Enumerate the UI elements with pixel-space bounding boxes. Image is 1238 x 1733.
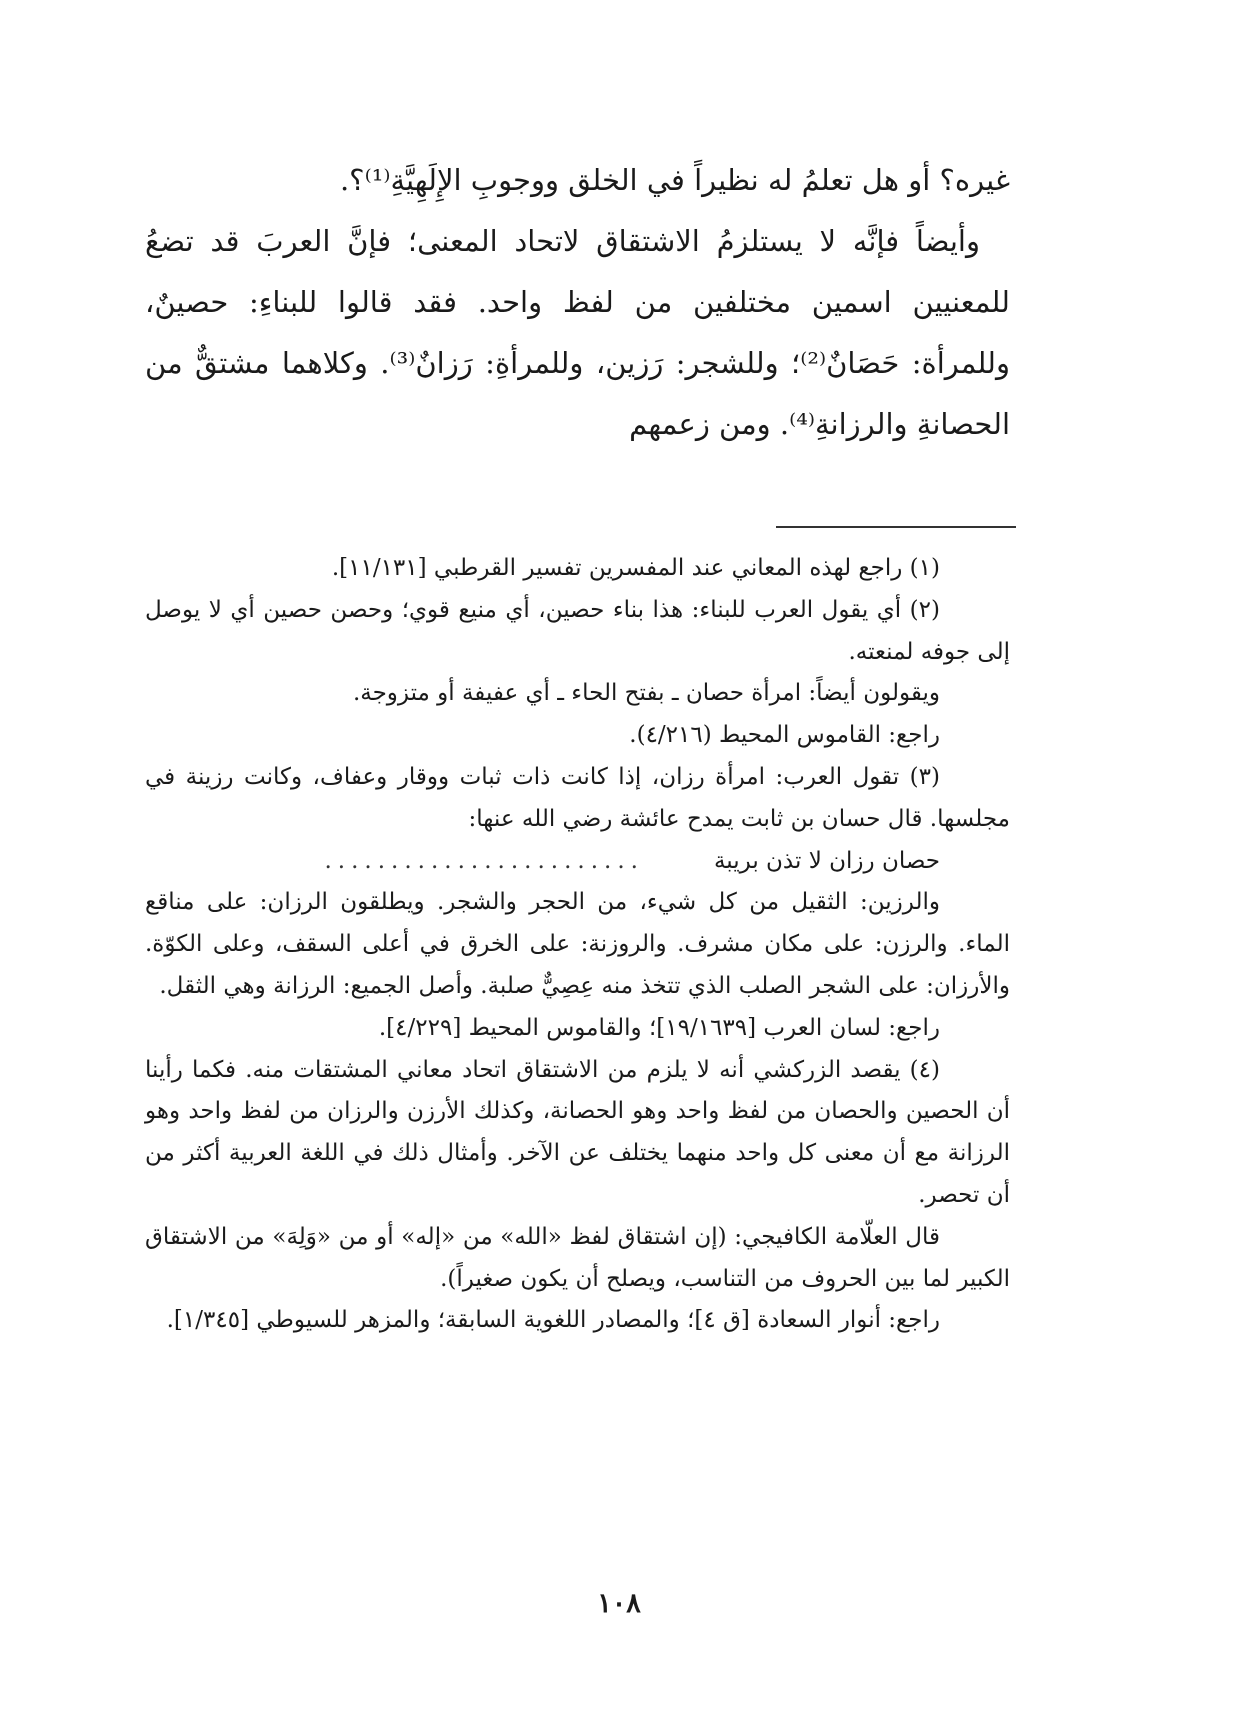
main-paragraph-2: وأيضاً فإنَّه لا يستلزمُ الاشتقاق لاتحاد المعنى؛ فإنَّ العربَ قد تضعُ للمعنيين اسمين مختلفين من لفظ واحد. فقد قالوا للبناءِ: حصينٌ، وللمرأة: حَصَانٌ⁽²⁾؛ وللشجر: رَزين، وللمرأةِ: رَزانٌ⁽³⁾. وكلاهما مشتقٌّ من الحصانةِ والرزانةِ⁽⁴⁾. ومن زعمهم [145, 224, 1010, 441]
main-paragraph-1: غيره؟ أو هل تعلمُ له نظيراً في الخلق ووجوبِ الإِلَهِيَّةِ⁽¹⁾؟. [339, 163, 1010, 197]
footnote-2-continuation: ويقولون أيضاً: امرأة حصان ـ بفتح الحاء ـ أي عفيفة أو متزوجة. [352, 680, 940, 707]
footnote-4-reference: راجع: أنوار السعادة [ق ٤]؛ والمصادر اللغوية السابقة؛ والمزهر للسيوطي [١/٣٤٥]. [166, 1307, 940, 1334]
footnote-3-continuation: والرزين: الثقيل من كل شيء، من الحجر والشجر. ويطلقون الرزان: على مناقع الماء. والرزن: على مكان مشرف. والروزنة: على الخرق في أعلى السقف، وعلى الكوّة. والأرزان: على الشجر الصلب الذي تتخذ منه عِصِيٌّ صلبة. وأصل الجميع: الرزانة وهي الثقل. [145, 889, 1010, 999]
footnote-3-reference: راجع: لسان العرب [١٩/١٦٣٩]؛ والقاموس المحيط [٤/٢٢٩]. [378, 1014, 940, 1041]
footnote-2: (٢) أي يقول العرب للبناء: هذا بناء حصين، أي منيع قوي؛ وحصن حصين أي لا يوصل إلى جوفه لمنعته. [145, 596, 1010, 665]
footnote-3: (٣) تقول العرب: امرأة رزان، إذا كانت ذات ثبات ووقار وعفاف، وكانت رزينة في مجلسها. قال حسان بن ثابت يمدح عائشة رضي الله عنها: [145, 763, 1010, 832]
footnote-divider [776, 526, 1016, 528]
main-text [145, 150, 1010, 455]
footnotes [145, 548, 1010, 1342]
footnote-1: (١) راجع لهذه المعاني عند المفسرين تفسير القرطبي [١١/١٣١]. [331, 555, 940, 581]
footnote-4: (٤) يقصد الزركشي أنه لا يلزم من الاشتقاق اتحاد معاني المشتقات منه. فكما رأينا أن الحصين والحصان من لفظ واحد وهو الحصانة، وكذلك الأرزن والرزان من لفظ واحد وهو الرزانة مع أن معنى كل واحد منهما يختلف عن الآخر. وأمثال ذلك في اللغة العربية أكثر من أن تحصر. [145, 1056, 1010, 1208]
page-number: ١٠٨ [597, 1588, 641, 1619]
footnote-4-quote: قال العلّامة الكافيجي: (إن اشتقاق لفظ «الله» من «إله» أو من «وَلِهَ» من الاشتقاق الكبير لما بين الحروف من التناسب، ويصلح أن يكون صغيراً). [145, 1223, 1010, 1292]
footnote-2-reference: راجع: القاموس المحيط (٤/٢١٦). [629, 722, 940, 749]
poetry-verse [145, 841, 1010, 883]
verse-text: حصان رزان لا تذن بريبة [713, 847, 940, 874]
verse-ellipsis: ........................ [324, 847, 644, 874]
